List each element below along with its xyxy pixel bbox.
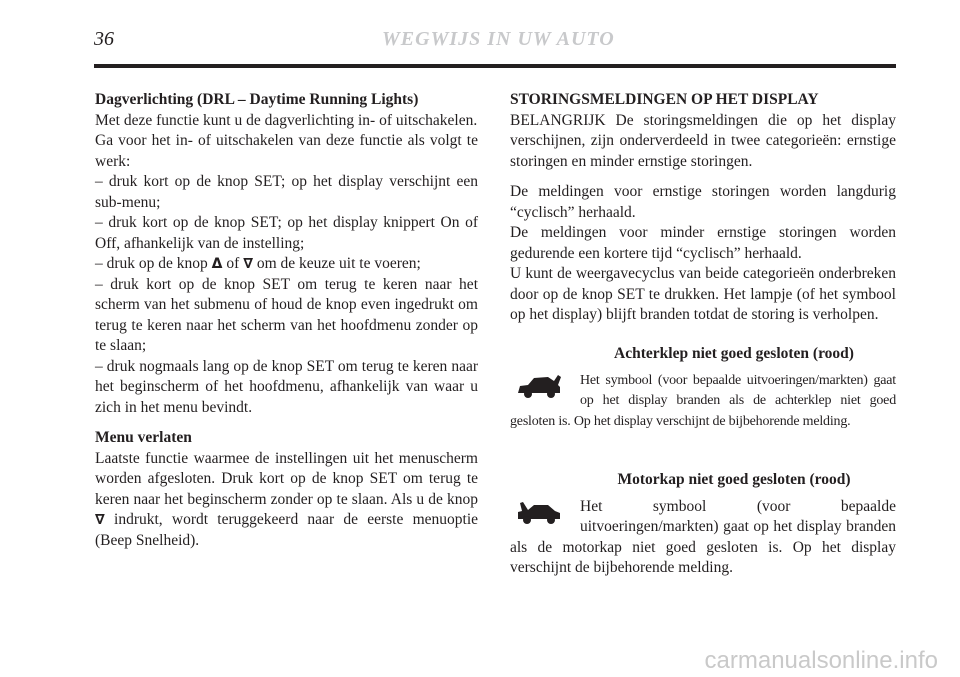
page-title: WEGWIJS IN UW AUTO — [382, 28, 615, 50]
header-divider — [94, 64, 896, 68]
warning-title: Achterklep niet goed gesloten (rood) — [614, 345, 854, 362]
left-column — [95, 90, 478, 551]
text-fragment: om de keuze uit te voeren; — [256, 255, 421, 272]
warning-tailgate — [510, 344, 896, 432]
paragraph: De meldingen voor ernstige storingen worden langdurig “cyclisch” herhaald. — [510, 183, 896, 221]
warning-text: Het symbool (voor bepaalde uitvoeringen/markten) gaat op het display branden als de achterklep niet goed gesloten is. Op het display verschijnt de bijbehorende melding. — [510, 372, 896, 429]
paragraph: Ga voor het in- of uitschakelen van deze functie als volgt te werk: — [95, 132, 478, 170]
section-heading-drl: Dagverlichting (DRL – Daytime Running Lights) — [95, 91, 419, 108]
text-fragment: of — [226, 255, 240, 272]
page-header — [94, 28, 896, 68]
warning-text: Het symbool (voor bepaalde uitvoeringen/markten) gaat op het display branden als de motorkap niet goed gesloten is. Op het display verschijnt de bijbehorende melding. — [510, 497, 896, 576]
car-tailgate-open-icon — [514, 371, 572, 411]
paragraph: – druk kort op de knop SET om terug te keren naar het scherm van het submenu of houd de knop even ingedrukt om terug te keren naar het scherm van het hoofdmenu zonder op te slaan; — [95, 275, 478, 354]
paragraph: U kunt de weergavecyclus van beide categorieën onderbreken door op de knop SET te drukken. Het lampje (of het symbool op het display) blijft branden totdat de storing is verholpen. — [510, 265, 896, 323]
paragraph: – druk nogmaals lang op de knop SET om terug te keren naar het beginscherm of het hoofdmenu, afhankelijk van waar u zich in het menu bevindt. — [95, 357, 478, 416]
car-bonnet-open-icon — [514, 497, 572, 537]
paragraph: – druk kort op de knop SET; op het display verschijnt een sub-menu; — [95, 173, 478, 211]
warning-bonnet — [510, 470, 896, 579]
warning-title: Motorkap niet goed gesloten (rood) — [617, 471, 851, 488]
text-fragment: – druk op de knop — [95, 255, 208, 272]
text-fragment: Laatste functie waarmee de instellingen uit het menuscherm worden afgesloten. Druk kort op de knop SET om terug te keren naar het beginscherm zonder op te slaan. Als u de knop — [95, 449, 478, 508]
paragraph: De meldingen voor minder ernstige storingen worden gedurende een kortere tijd “cyclisch” herhaald. — [510, 224, 896, 262]
paragraph: BELANGRIJK De storingsmeldingen die op het display verschijnen, zijn onderverdeeld in twee categorieën: ernstige storingen en minder ernstige storingen. — [510, 111, 896, 170]
paragraph — [95, 449, 478, 552]
section-heading-menu-exit: Menu verlaten — [95, 429, 192, 446]
paragraph: – druk kort op de knop SET; op het display knippert On of Off, afhankelijk van de instelling; — [95, 214, 478, 252]
paragraph: Met deze functie kunt u de dagverlichting in- of uitschakelen. — [95, 111, 478, 129]
right-column — [510, 90, 896, 326]
text-fragment: indrukt, wordt teruggekeerd naar de eerste menuoptie (Beep Snelheid). — [95, 511, 479, 549]
down-arrow-icon: ∇ — [243, 256, 253, 272]
section-heading-fault-messages: STORINGSMELDINGEN OP HET DISPLAY — [510, 91, 819, 108]
paragraph — [95, 254, 478, 275]
page-number: 36 — [94, 28, 114, 50]
down-arrow-icon: ∇ — [95, 512, 105, 528]
up-arrow-icon: Δ — [211, 256, 223, 272]
watermark: carmanualsonline.info — [704, 647, 938, 674]
